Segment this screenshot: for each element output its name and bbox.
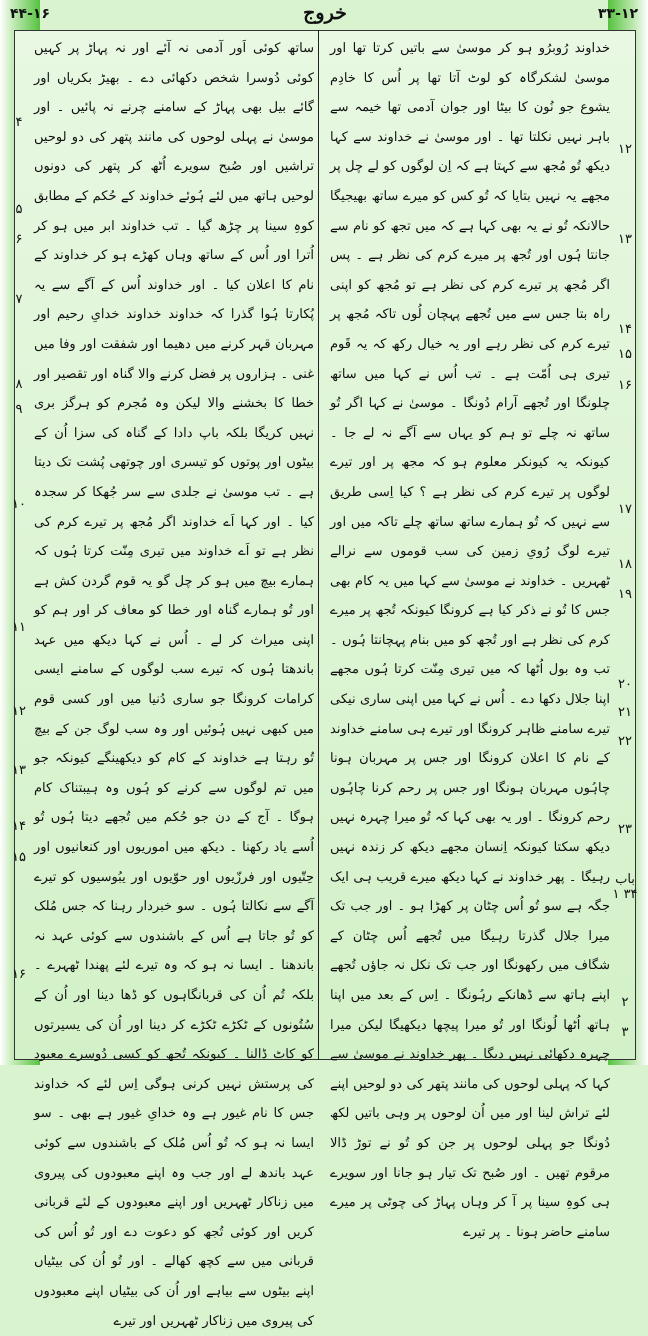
verse-number: ۱۳ <box>618 232 632 247</box>
verse-number: ۱۳ <box>12 763 26 778</box>
verse-number: ۲۱ <box>618 705 632 720</box>
verse-number: ۱۶ <box>618 378 632 393</box>
page-header <box>0 0 648 30</box>
verse-number: ۱۱ <box>12 620 26 635</box>
verse-number: ۱۷ <box>618 502 632 517</box>
verse-number: ۸ <box>15 377 23 392</box>
verse-number: ۷ <box>15 292 23 307</box>
verse-number: ۹ <box>15 402 23 417</box>
verse-number: ۶ <box>15 232 23 247</box>
verse-number: ۲۰ <box>618 677 632 692</box>
verse-number: ۲۳ <box>618 822 632 837</box>
verse-number: ۱۴ <box>12 819 26 834</box>
right-page-reference: ۳۳-۱۲ <box>598 6 638 22</box>
left-verse-numbers <box>6 34 32 1054</box>
left-page-reference: ۴۴-۱۶ <box>10 6 50 22</box>
verse-number: ۱۵ <box>618 347 632 362</box>
column-divider <box>318 30 319 1060</box>
right-text-column: خداوند رُوبرُو ہو کر موسیٰ سے باتیں کرتا تھا اور موسیٰ لشکرگاہ کو لوٹ آتا تھا پر اُس کا خادِم یشوع جو نُون کا بیٹا اور جوان آدمی تھا خیمہ سے باہر نہیں نکلتا تھا ۔ اور موسیٰ نے خداوند سے کہا دیکھ تُو مُجھ سے کہتا ہے کہ اِن لوگوں کو لے چل پر مجھے یہ نہیں بتایا کہ تُو کس کو میرے ساتھ بھیجیگا حالانکہ تُو نے یہ بھی کہا ہے کہ میں تجھ کو نام سے جانتا ہُوں اور تُجھ پر میرے کرم کی نظر ہے ۔ پس اگر مُجھ پر تیرے کرم کی نظر ہے تو مُجھ کو اپنی راہ بتا جس سے میں تُجھے پہچان لُوں تاکہ مُجھ پر تیرے کرم کی نظر رہے اور یہ خیال رکھ کہ یہ قَوم تیری ہی اُمّت ہے ۔ تب اُس نے کہا میں ساتھ چلونگا اور تُجھے آرام دُونگا ۔ موسیٰ نے کہا اگر تُو ساتھ نہ چلے تو ہم کو یہاں سے آگے نہ لے جا ۔ کیونکہ یہ کیونکر معلوم ہو کہ مجھ پر اور تیرے لوگوں پر تیرے کرم کی نظر ہے ؟ کیا اِسی طریق سے نہیں کہ تُو ہمارے ساتھ ساتھ چلے تاکہ میں اور تیرے لوگ رُویِ زمین کی سب قوموں سے نرالے ٹھہریں ۔ خداوند نے موسیٰ سے کہا میں یہ کام بھی جس کا تُو نے ذکر کیا ہے کرونگا کیونکہ تُجھ پر میرے کرم کی نظر ہے اور تُجھ کو میں بنام پہچانتا ہُوں ۔ تب وہ بول اُٹھا کہ میں تیری مِنّت کرتا ہُوں مجھے اپنا جلال دکھا دے ۔ اُس نے کہا میں اپنی ساری نیکی تیرے سامنے ظاہر کرونگا اور تیرے ہی سامنے خداوند کے نام کا اعلان کرونگا اور جس پر مہربان ہونا چاہُوں مہربان ہونگا اور جس پر رحم کرنا چاہُوں رحم کرونگا ۔ اور یہ بھی کہا کہ تُو میرا چہرہ نہیں دیکھ سکتا کیونکہ اِنسان مجھے دیکھ کر زندہ نہیں رہیگا ۔ پھر خداوند نے کہا دیکھ میرے قریب ہی ایک جگہ ہے سو تُو اُس چٹان پر کھڑا ہو ۔ اور جب تک میرا جلال گذرتا رہیگا میں تُجھے اُس چٹان کے شگاف میں رکھونگا اور جب تک نکل نہ جاؤں تُجھے اپنے ہاتھ سے ڈھانکے رہُونگا ۔ اِس کے بعد میں اپنا ہاتھ اُٹھا لُونگا اور تُو میرا پیچھا دیکھیگا لیکن میرا چہرہ دکھائی نہیں دیگا ۔ پھر خداوند نے موسیٰ سے کہا کہ پہلی لوحوں کی مانند پتھر کی دو لوحیں اپنے لئے تراش لینا اور میں اُن لوحوں پر وہی باتیں لکھ دُونگا جو پہلی لوحوں پر جن کو تُو نے توڑ ڈالا مرقوم تھیں ۔ اور صُبح تک تیار ہو جانا اور سویرے ہی کوہِ سینا پر آ کر وہاں پہاڑ کی چوٹی پر میرے سامنے حاضر ہونا ۔ پر تیرے <box>330 41 610 1240</box>
verse-number: ۱۶ <box>12 967 26 982</box>
verse-number: ۳ <box>621 1025 629 1040</box>
verse-number: ۱۲ <box>618 142 632 157</box>
verse-number: ۵ <box>15 202 23 217</box>
verse-number: باب ۳۴ ۱ <box>612 872 638 902</box>
verse-number: ۱۲ <box>12 704 26 719</box>
verse-number: ۱۹ <box>618 587 632 602</box>
book-title: خروج <box>303 2 347 24</box>
verse-number: ۲۲ <box>618 734 632 749</box>
verse-number: ۱۰ <box>12 497 26 512</box>
left-text-column: ساتھ کوئی اَور آدمی نہ آئے اور نہ پہاڑ پر کہیں کوئی دُوسرا شخص دکھائی دے ۔ بھیڑ بکریاں اور گائے بیل بھی پہاڑ کے سامنے چرنے نہ پائیں ۔ اور موسیٰ نے پہلی لوحوں کی مانند پتھر کی دو لوحیں تراشیں اور صُبح سویرے اُٹھ کر پتھر کی دونوں لوحیں ہاتھ میں لئے ہُوئے خداوند کے حُکم کے مطابق کوہِ سینا پر چڑھ گیا ۔ تب خداوند ابر میں ہو کر اُترا اور اُس کے ساتھ وہاں کھڑے ہو کر خداوند کے نام کا اعلان کیا ۔ اور خداوند اُس کے آگے سے یہ پُکارتا ہُوا گذرا کہ خداوند خداوند خدایِ رحیم اور مہربان قہر کرنے میں دھیما اور شفقت اور وفا میں غنی ۔ ہزاروں پر فضل کرنے والا گناہ اور تقصیر اور خطا کا بخشنے والا لیکن وہ مُجرم کو ہرگز بری نہیں کریگا بلکہ باپ دادا کے گناہ کی سزا اُن کے بیٹوں اور پوتوں کو تیسری اور چوتھی پُشت تک دیتا ہے ۔ تب موسیٰ نے جلدی سے سر جُھکا کر سجدہ کیا ۔ اور کہا اَے خداوند اگر مُجھ پر تیرے کرم کی نظر ہے تو اَے خداوند میں تیری مِنّت کرتا ہُوں کہ ہمارے بیچ میں ہو کر چل گو یہ قوم گردن کش ہے اور تُو ہمارے گناہ اور خطا کو معاف کر اور ہم کو اپنی میراث کر لے ۔ اُس نے کہا دیکھ میں عہد باندھتا ہُوں کہ تیرے سب لوگوں کے سامنے ایسی کرامات کرونگا جو ساری دُنیا میں اور کسی قوم میں کبھی نہیں ہُوئیں اور وہ سب لوگ جن کے بیچ تُو رہتا ہے خداوند کے کام کو دیکھینگے کیونکہ جو میں تم لوگوں سے کرنے کو ہُوں وہ ہیبتناک کام ہوگا ۔ آج کے دن جو حُکم میں تُجھے دیتا ہُوں تُو اُسے یاد رکھنا ۔ دیکھ میں اموریوں اور کنعانیوں اور حِتّیوں اور فرزّیوں اور حوّیوں اور یبُوسیوں کو تیرے آگے سے نکالتا ہُوں ۔ سو خبردار رہنا کہ جس مُلک کو تُو جاتا ہے اُس کے باشندوں سے کوئی عہد نہ باندھنا ۔ ایسا نہ ہو کہ وہ تیرے لئے پھندا ٹھہرے ۔ بلکہ تُم اُن کی قربانگاہوں کو ڈھا دینا اور اُن کے سُتُونوں کے ٹکڑے ٹکڑے کر دینا اور اُن کی یسیرتوں کو کاٹ ڈالنا ۔ کیونکہ تُجھ کو کسی دُوسرے معبود کی پرستش نہیں کرنی ہوگی اِس لئے کہ خداوند جس کا نام غیور ہے وہ خدایِ غیور ہے بھی ۔ سو ایسا نہ ہو کہ تُو اُس مُلک کے باشندوں سے کوئی عہد باندھ لے اور جب وہ اپنے معبودوں کی پیروی میں زناکار ٹھہریں اور اپنے معبودوں کے لئے قربانی کریں اور کوئی تُجھ کو دعوت دے اور تُو اُس کی قربانی میں سے کچھ کھالے ۔ اور تُو اُن کی بیٹیاں اپنے بیٹوں سے بیاہے اور اُن کی بیٹیاں اپنے معبودوں کی پیروی میں زناکار ٹھہریں اور تیرے <box>34 41 314 1329</box>
right-verse-numbers <box>612 34 638 1054</box>
verse-number: ۴ <box>15 115 23 130</box>
verse-number: ۱۴ <box>618 322 632 337</box>
verse-number: ۲ <box>621 995 629 1010</box>
verse-number: ۱۵ <box>12 850 26 865</box>
verse-number: ۱۸ <box>618 557 632 572</box>
